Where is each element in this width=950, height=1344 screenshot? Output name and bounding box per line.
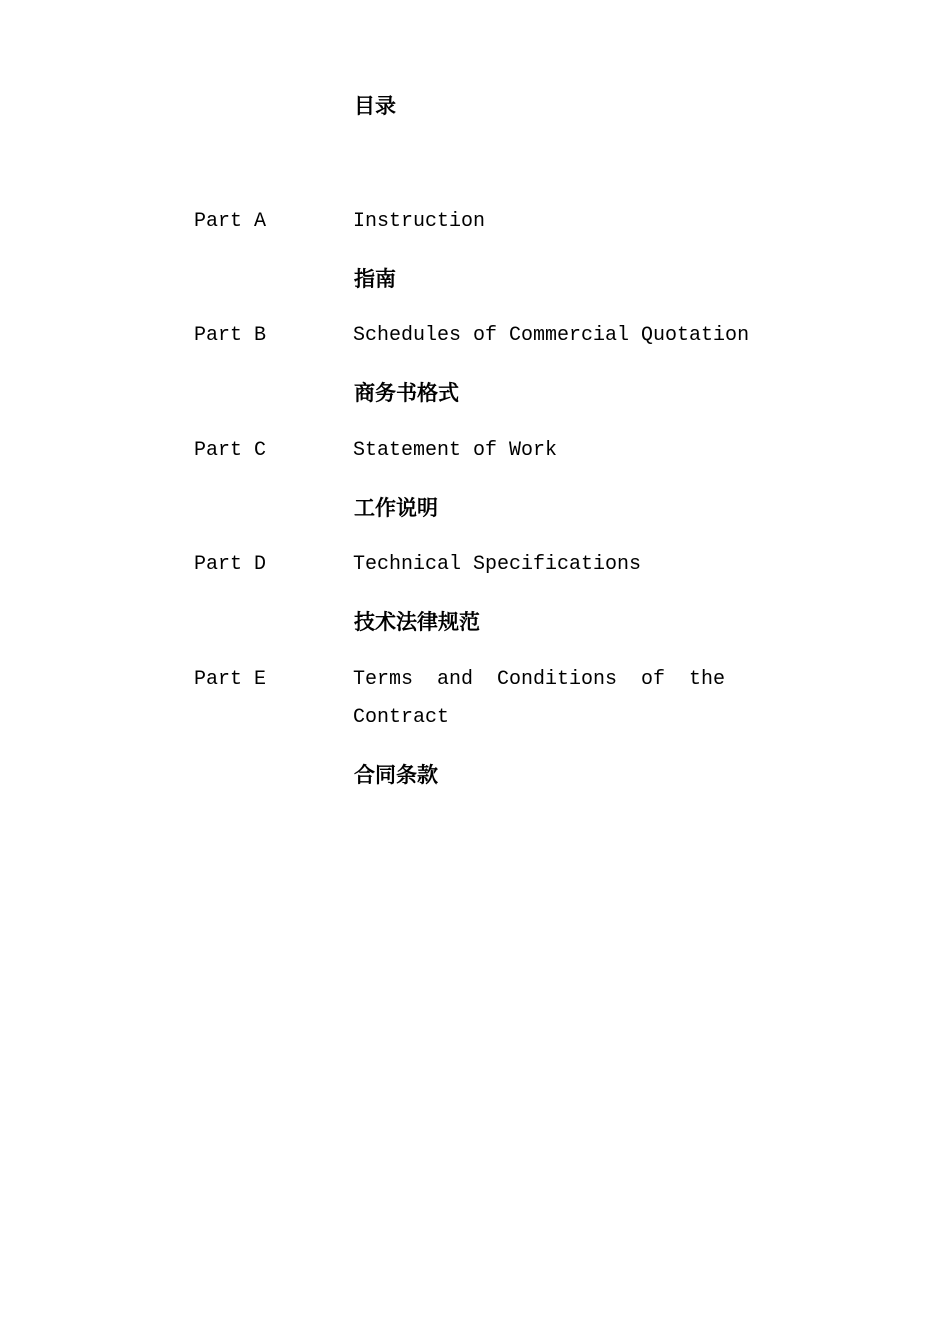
part-a-title-en: Instruction bbox=[353, 210, 486, 233]
part-a-title-cn: 指南 bbox=[354, 267, 396, 291]
part-e-title-en bbox=[353, 661, 725, 737]
part-c-title-en: Statement of Work bbox=[353, 439, 558, 462]
part-b-label: Part B bbox=[194, 324, 267, 347]
part-a-label: Part A bbox=[194, 210, 267, 233]
part-b-title-cn: 商务书格式 bbox=[354, 381, 459, 405]
part-e-label: Part E bbox=[194, 668, 267, 691]
part-c-label: Part C bbox=[194, 439, 267, 462]
part-b-title-en: Schedules of Commercial Quotation bbox=[353, 324, 750, 347]
part-e-title-en-line2: Contract bbox=[353, 706, 450, 729]
part-d-title-cn: 技术法律规范 bbox=[354, 610, 480, 634]
part-e-title-cn: 合同条款 bbox=[354, 763, 438, 787]
part-c-title-cn: 工作说明 bbox=[354, 496, 438, 520]
toc-title: 目录 bbox=[354, 94, 396, 118]
part-d-title-en: Technical Specifications bbox=[353, 553, 642, 576]
part-e-title-en-line1: Terms and Conditions of the bbox=[353, 668, 725, 691]
part-d-label: Part D bbox=[194, 553, 267, 576]
